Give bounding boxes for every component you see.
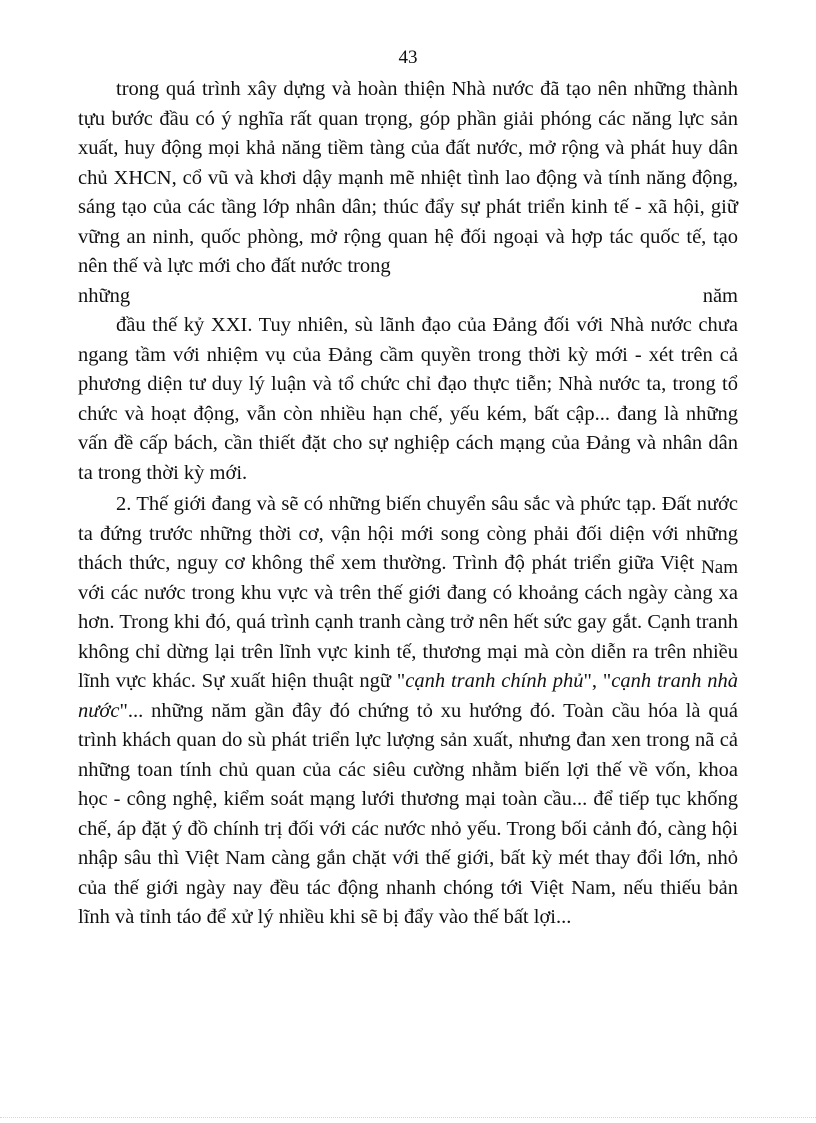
paragraph-3-italic-term-1: cạnh tranh chính phủ — [405, 670, 584, 692]
paragraph-1 — [78, 75, 738, 282]
paragraph-2-text: đầu thế kỷ XXI. Tuy nhiên, sù lãnh đạo của Đảng đối với Nhà nước chưa ngang tầm với nhiệm vụ của Đảng cầm quyền trong thời kỳ mới - xét trên cả phương diện tư duy lý luận và tổ chức chỉ đạo thực tiễn; Nhà nước ta, trong tổ chức và hoạt động, vẫn còn nhiều hạn chế, yếu kém, bất cập... đang là những vấn đề cấp bách, cần thiết đặt cho sự nghiệp cách mạng của Đảng và nhân dân ta trong thời kỳ mới. — [78, 314, 738, 484]
paragraph-3-part-3: ", " — [583, 670, 612, 692]
page-number: 43 — [398, 47, 418, 68]
paragraph-1-tail-left: những — [78, 284, 131, 307]
paragraph-3-part-2: với các nước trong khu vực và trên thế giới đang có khoảng cách ngày càng xa hơn. Trong khi đó, quá trình cạnh tranh càng trở nên hết sức gay gắt. Cạnh tranh không chỉ dừng lại trên lĩnh vực kinh tế, thương mại mà còn diễn ra trên nhiều lĩnh vực khác. Sự xuất hiện thuật ngữ " — [78, 581, 738, 692]
paragraph-3-italic-term-2: cạnh tranh nhà nước — [78, 670, 738, 722]
paragraph-2 — [78, 311, 738, 488]
paragraph-3-sub-word: Nam — [701, 557, 738, 578]
paragraph-1-tail-line — [78, 282, 738, 312]
page-bottom-divider — [0, 1117, 816, 1118]
document-body — [78, 75, 738, 933]
paragraph-3 — [78, 490, 738, 933]
paragraph-3-part-4: "... những năm gần đây đó chứng tỏ xu hướng đó. Toàn cầu hóa là quá trình khách quan do sù phát triển lực lượng sản xuất, nhưng đan xen trong nã cả những toan tính chủ quan của các siêu cường nhằm biến lợi thế về vốn, khoa học - công nghệ, kiểm soát mạng lưới thương mại toàn cầu... để tiếp tục khống chế, áp đặt ý đồ chính trị đối với các nước nhỏ yếu. Trong bối cảnh đó, càng hội nhập sâu thì Việt Nam càng gắn chặt với thế giới, bất kỳ mét thay đổi lớn, nhỏ của thế giới ngày nay đều tác động nhanh chóng tới Việt Nam, nếu thiếu bản lĩnh và tỉnh táo để xử lý nhiều khi sẽ bị đẩy vào thế bất lợi... — [78, 699, 738, 928]
paragraph-1-tail-right: năm — [702, 284, 738, 307]
paragraph-3-part-1: 2. Thế giới đang và sẽ có những biến chuyển sâu sắc và phức tạp. Đất nước ta đứng trước những thời cơ, vận hội mới song còng phải đối diện với những thách thức, nguy cơ không thể xem thường. Trình độ phát triển giữa Việt — [78, 493, 738, 574]
paragraph-1-text: trong quá trình xây dựng và hoàn thiện Nhà nước đã tạo nên những thành tựu bước đầu có ý nghĩa rất quan trọng, góp phần giải phóng các năng lực sản xuất, huy động mọi khả năng tiềm tàng của đất nước, mở rộng và phát huy dân chủ XHCN, cổ vũ và khơi dậy mạnh mẽ nhiệt tình lao động và tính năng động, sáng tạo của các tầng lớp nhân dân; thúc đẩy sự phát triển kinh tế - xã hội, giữ vững an ninh, quốc phòng, mở rộng quan hệ đối ngoại và hợp tác quốc tế, tạo nên thế và lực mới cho đất nước trong — [78, 78, 738, 277]
